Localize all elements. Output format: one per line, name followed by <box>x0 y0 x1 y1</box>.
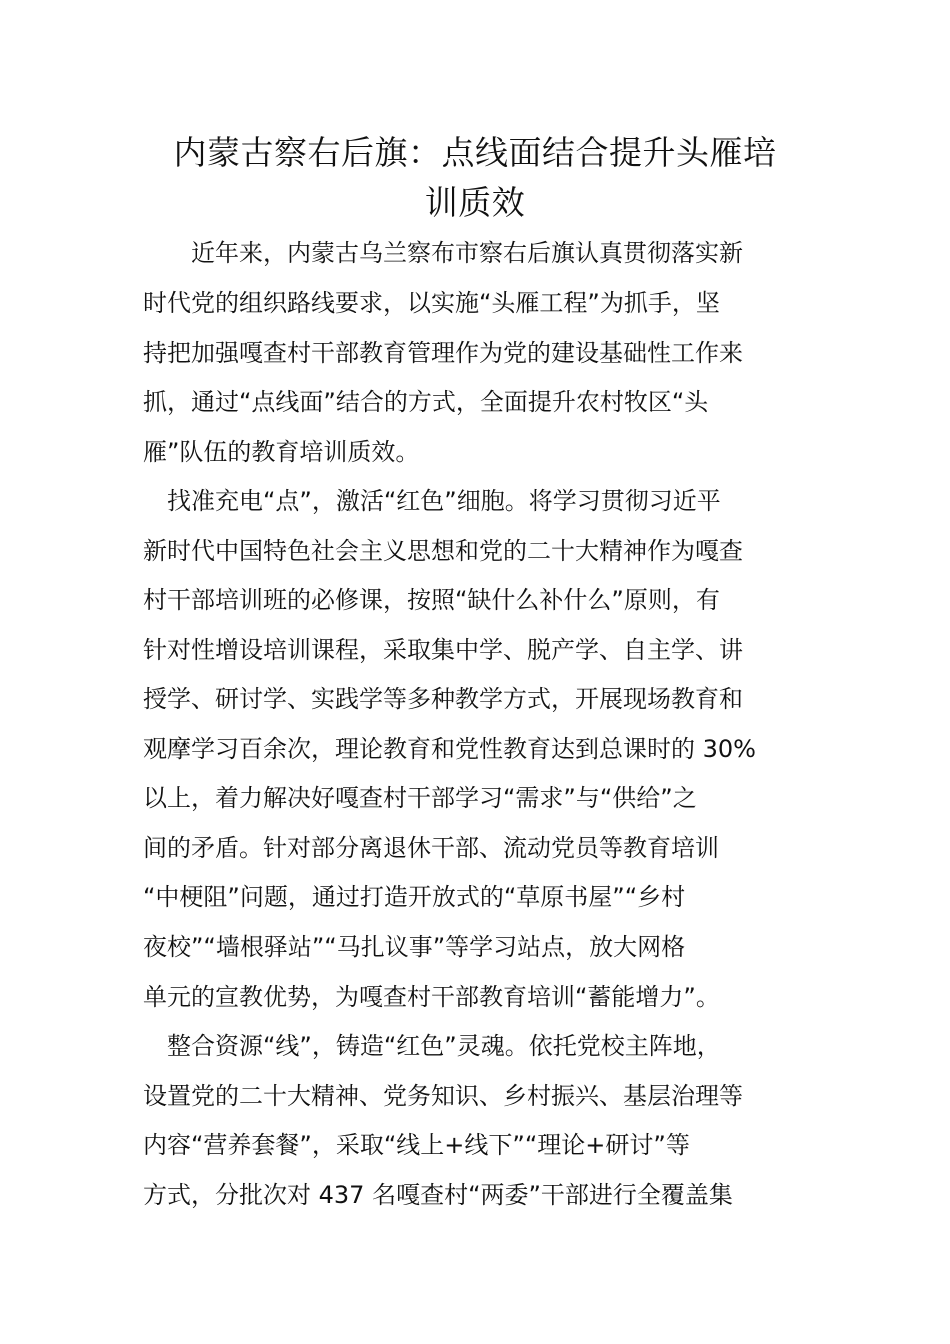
body-line: 新时代中国特色社会主义思想和党的二十大精神作为嘎查 <box>143 537 743 565</box>
body-line: 内容“营养套餐”，采取“线上+线下”“理论+研讨”等 <box>143 1131 690 1159</box>
document-title <box>130 128 820 228</box>
body-line: 设置党的二十大精神、党务知识、乡村振兴、基层治理等 <box>143 1082 743 1110</box>
body-line: 找准充电“点”，激活“红色”细胞。将学习贯彻习近平 <box>143 487 721 515</box>
body-line: 持把加强嘎查村干部教育管理作为党的建设基础性工作来 <box>143 339 743 367</box>
body-line: 方式，分批次对 437 名嘎查村“两委”干部进行全覆盖集 <box>143 1181 733 1209</box>
body-line: 观摩学习百余次，理论教育和党性教育达到总课时的 30% <box>143 735 756 763</box>
title-line: 内蒙古察右后旗：点线面结合提升头雁培 <box>173 133 777 172</box>
body-line: 整合资源“线”，铸造“红色”灵魂。依托党校主阵地， <box>143 1032 721 1060</box>
title-line: 训质效 <box>424 183 526 222</box>
body-line: 授学、研讨学、实践学等多种教学方式，开展现场教育和 <box>143 685 743 713</box>
body-line: “中梗阻”问题，通过打造开放式的“草原书屋”“乡村 <box>143 883 686 911</box>
body-line: 村干部培训班的必修课，按照“缺什么补什么”原则，有 <box>143 586 720 614</box>
body-line: 时代党的组织路线要求，以实施“头雁工程”为抓手，坚 <box>143 289 720 317</box>
body-line: 单元的宣教优势，为嘎查村干部教育培训“蓄能增力”。 <box>143 983 720 1011</box>
body-line: 近年来，内蒙古乌兰察布市察右后旗认真贯彻落实新 <box>143 239 743 267</box>
body-line: 雁”队伍的教育培训质效。 <box>143 438 420 466</box>
body-line: 间的矛盾。针对部分离退休干部、流动党员等教育培训 <box>143 834 719 862</box>
body-line: 夜校”“墙根驿站”“马扎议事”等学习站点，放大网格 <box>143 933 686 961</box>
body-line: 以上，着力解决好嘎查村干部学习“需求”与“供给”之 <box>143 784 697 812</box>
body-line: 抓，通过“点线面”结合的方式，全面提升农村牧区“头 <box>143 388 709 416</box>
body-line: 针对性增设培训课程，采取集中学、脱产学、自主学、讲 <box>143 636 743 664</box>
